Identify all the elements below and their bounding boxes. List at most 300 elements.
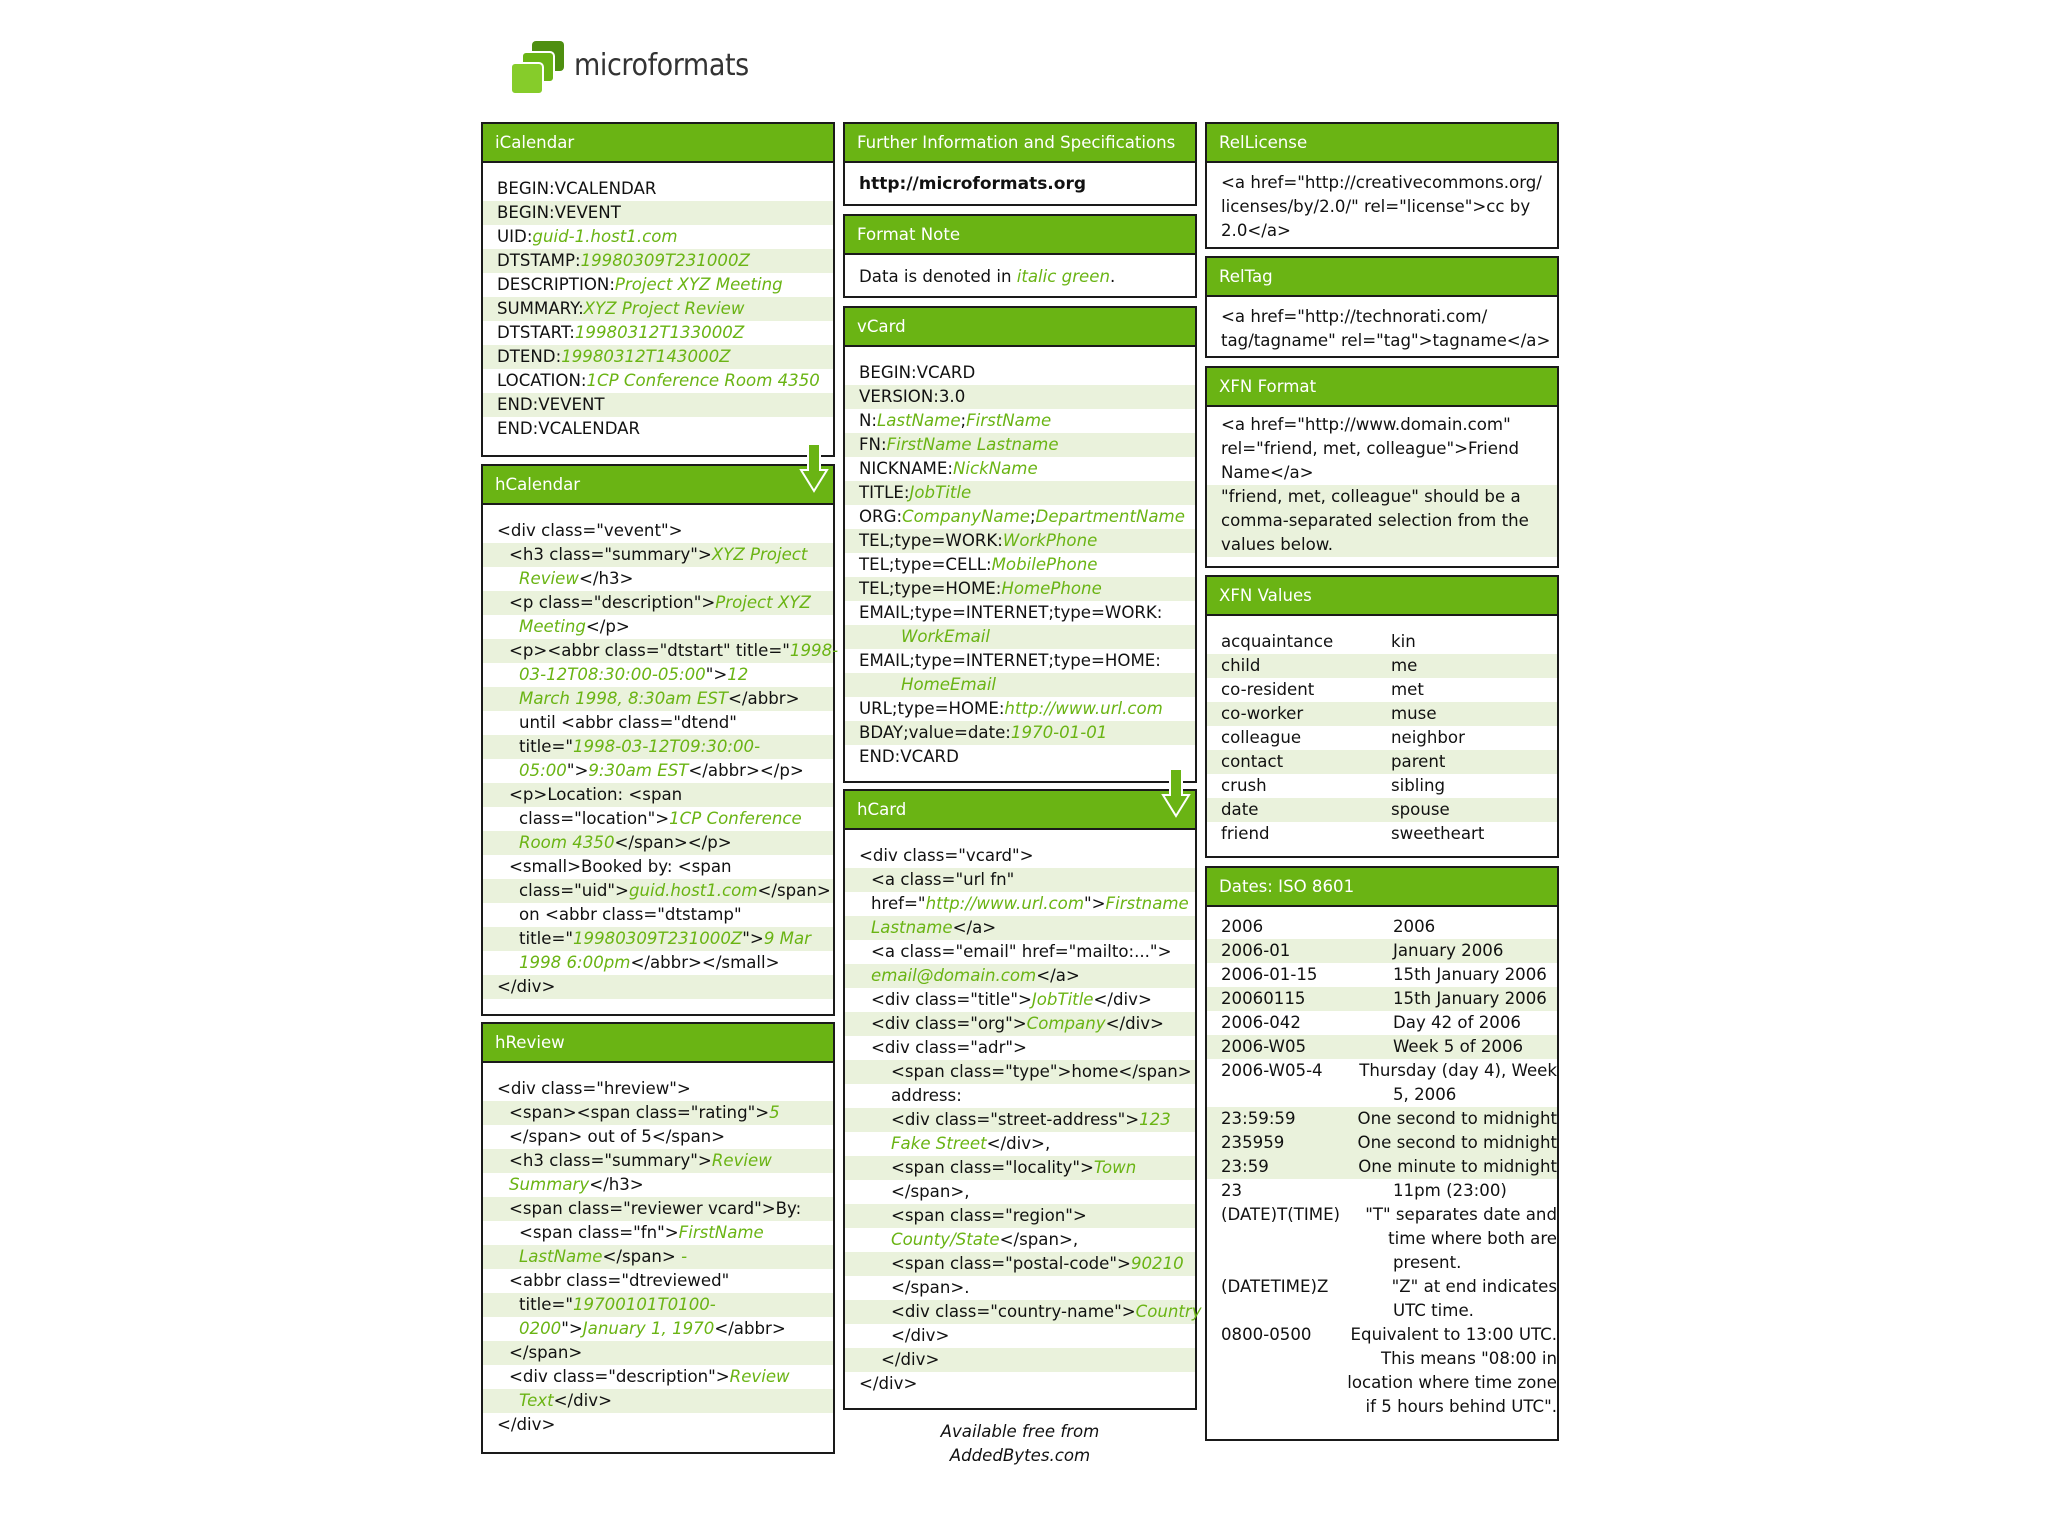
table-cell-value: me	[1391, 656, 1418, 675]
code-line	[483, 225, 833, 249]
code-line	[483, 1197, 833, 1221]
code-line	[483, 879, 833, 903]
code-text: </a>	[952, 918, 997, 937]
table-cell-value: 15th January 2006	[1393, 989, 1547, 1008]
table-cell-key: 23	[1221, 1181, 1243, 1200]
code-text: ORG:	[859, 507, 903, 526]
table-cell-key: co-resident	[1221, 680, 1315, 699]
code-line	[845, 1276, 1195, 1300]
code-text: on <abbr class="dtstamp"	[519, 905, 742, 924]
code-text: <div class="hreview">	[497, 1079, 691, 1098]
code-text: N:	[859, 411, 878, 430]
table-cell-key	[1221, 1395, 1366, 1419]
code-line	[483, 975, 833, 999]
table-cell-key: 2006-01	[1221, 941, 1291, 960]
table-row	[1207, 750, 1557, 774]
hcalendar-panel	[481, 464, 839, 1016]
code-text: </div>	[497, 1415, 556, 1434]
table-cell-value: This means "08:00 in	[1380, 1349, 1557, 1368]
code-text: <h3 class="summary">	[509, 545, 712, 564]
code-line	[1207, 461, 1557, 485]
code-line	[483, 543, 833, 567]
data-value: Town	[1093, 1158, 1137, 1177]
table-row	[1207, 1011, 1557, 1035]
code-text: <div class="country-name">	[891, 1302, 1136, 1321]
data-value: Review	[519, 569, 579, 588]
code-text: <h3 class="summary">	[509, 1151, 712, 1170]
code-line	[845, 1108, 1195, 1132]
code-line	[1207, 509, 1557, 533]
table-cell-key: (DATETIME)Z	[1221, 1277, 1329, 1296]
table-row	[1207, 1155, 1557, 1179]
code-line	[483, 927, 833, 951]
code-text: <div class="vevent">	[497, 521, 683, 540]
code-text: <p>Location: <span	[509, 785, 683, 804]
code-line	[845, 940, 1195, 964]
code-line	[845, 844, 1195, 868]
code-line	[845, 868, 1195, 892]
code-text: </span></p>	[614, 833, 732, 852]
table-cell-value: met	[1391, 680, 1424, 699]
table-cell-value: 15th January 2006	[1393, 965, 1547, 984]
data-value: Fake Street	[891, 1134, 987, 1153]
data-value: XYZ Project Review	[583, 299, 745, 318]
code-line	[483, 591, 833, 615]
code-text: address:	[891, 1086, 962, 1105]
code-line	[845, 625, 1195, 649]
code-text: <span class="locality">	[891, 1158, 1094, 1177]
code-line	[483, 1317, 833, 1341]
code-text: </div>	[881, 1350, 940, 1369]
code-line	[1207, 437, 1557, 461]
data-value: 9 Mar	[763, 929, 811, 948]
data-value: 19700101T0100-	[572, 1295, 716, 1314]
xfn-format-header: XFN Format	[1207, 368, 1557, 407]
table-row	[1207, 1083, 1557, 1107]
data-value: -	[681, 1247, 688, 1266]
data-value: italic green	[1016, 267, 1110, 286]
code-text: <div class="description">	[509, 1367, 730, 1386]
table-row	[1207, 654, 1557, 678]
data-value: NickName	[952, 459, 1038, 478]
code-line	[483, 519, 833, 543]
rellicense-lines	[1207, 163, 1557, 245]
code-text: ">	[561, 1319, 583, 1338]
table-cell-value: 11pm (23:00)	[1393, 1181, 1507, 1200]
table-cell-value: if 5 hours behind UTC".	[1365, 1397, 1557, 1416]
code-text: <span class="region">	[891, 1206, 1087, 1225]
rellicense-header: RelLicense	[1207, 124, 1557, 163]
code-line	[845, 1156, 1195, 1180]
code-text: <span><span class="rating">	[509, 1103, 770, 1122]
code-line	[483, 807, 833, 831]
code-text: </div>	[497, 977, 556, 996]
code-text: <span class="postal-code">	[891, 1254, 1131, 1273]
table-row	[1207, 726, 1557, 750]
data-value: email@domain.com	[871, 966, 1037, 985]
code-line	[845, 673, 1195, 697]
table-cell-value: UTC time.	[1393, 1301, 1474, 1320]
table-row	[1207, 1347, 1557, 1371]
table-cell-value: One second to midnight	[1357, 1133, 1557, 1152]
data-value: LastName	[519, 1247, 603, 1266]
data-value: Text	[519, 1391, 554, 1410]
code-line	[1207, 329, 1557, 353]
code-line	[483, 321, 833, 345]
data-value: Company	[1026, 1014, 1106, 1033]
vcard-lines	[845, 347, 1195, 771]
xfn-values-table	[1207, 616, 1557, 848]
code-line	[483, 567, 833, 591]
data-value: 19980312T143000Z	[561, 347, 731, 366]
code-line	[483, 663, 833, 687]
dates-table	[1207, 907, 1557, 1421]
code-text: values below.	[1221, 535, 1334, 554]
data-value: Review	[711, 1151, 772, 1170]
code-line	[483, 951, 833, 975]
table-cell-value: kin	[1391, 632, 1416, 651]
code-text: TEL;type=WORK:	[859, 531, 1003, 550]
xfn-format-lines	[1207, 407, 1557, 559]
dates-header: Dates: ISO 8601	[1207, 868, 1557, 907]
code-line	[483, 831, 833, 855]
table-cell-value: parent	[1391, 752, 1446, 771]
data-value: 5	[769, 1103, 780, 1122]
code-line	[845, 361, 1195, 385]
table-row	[1207, 963, 1557, 987]
code-text: </span>	[509, 1343, 583, 1362]
code-line	[483, 1341, 833, 1365]
code-line	[483, 297, 833, 321]
table-row	[1207, 1203, 1557, 1227]
down-arrow-icon	[799, 442, 829, 494]
table-cell-key: contact	[1221, 752, 1284, 771]
code-text: </div>	[891, 1326, 950, 1345]
code-text: <div class="title">	[871, 990, 1032, 1009]
hcard-panel	[843, 789, 1202, 1410]
code-text: <small>Booked by: <span	[509, 857, 732, 876]
code-text: </p>	[585, 617, 630, 636]
data-value: DepartmentName	[1035, 507, 1185, 526]
further-info-header: Further Information and Specifications	[845, 124, 1195, 163]
footer-line-1: Available free from	[940, 1422, 1100, 1441]
code-line	[845, 1180, 1195, 1204]
code-text: FN:	[859, 435, 887, 454]
code-line	[845, 265, 1195, 289]
code-line	[483, 393, 833, 417]
hcalendar-lines	[483, 505, 839, 1001]
table-row	[1207, 678, 1557, 702]
table-cell-value: Equivalent to 13:00 UTC.	[1350, 1325, 1557, 1344]
data-value: http://www.url.com	[925, 894, 1084, 913]
code-text: comma-separated selection from the	[1221, 511, 1529, 530]
code-line	[483, 1245, 833, 1269]
data-value: 1998 6:00pm	[519, 953, 631, 972]
code-line	[845, 505, 1195, 529]
code-text: EMAIL;type=INTERNET;type=HOME:	[859, 651, 1161, 670]
data-value: 1998-03-12T09:30:00-	[572, 737, 761, 756]
code-text: <div class="vcard">	[859, 846, 1034, 865]
table-row	[1207, 774, 1557, 798]
code-line	[845, 916, 1195, 940]
code-text: <span class="type">home</span>	[891, 1062, 1192, 1081]
code-text: </abbr></p>	[688, 761, 804, 780]
code-text: title="	[519, 1295, 573, 1314]
code-text: </div>	[859, 1374, 918, 1393]
code-line	[845, 964, 1195, 988]
table-cell-value: "T" separates date and	[1365, 1205, 1557, 1224]
code-line	[483, 903, 833, 927]
code-line	[845, 1300, 1202, 1324]
table-cell-key	[1221, 1251, 1393, 1275]
code-text: <p><abbr class="dtstart" title="	[509, 641, 790, 660]
data-value: 123	[1139, 1110, 1171, 1129]
table-cell-key: 2006-W05-4	[1221, 1061, 1323, 1080]
footer-line-2: AddedBytes.com	[949, 1446, 1091, 1465]
code-line	[845, 697, 1195, 721]
reltag-lines	[1207, 297, 1557, 355]
code-line	[845, 457, 1195, 481]
rellicense-panel	[1205, 122, 1559, 249]
microformats-logo-icon	[508, 38, 568, 98]
code-line	[845, 385, 1195, 409]
code-text: </h3>	[589, 1175, 644, 1194]
code-text: <a href="http://www.domain.com"	[1221, 415, 1511, 434]
table-cell-key: 2006-042	[1221, 1013, 1301, 1032]
further-info-panel	[843, 122, 1197, 206]
code-line	[483, 1221, 833, 1245]
data-value: FirstName	[678, 1223, 764, 1242]
down-arrow-icon	[1161, 767, 1191, 819]
code-line	[483, 249, 833, 273]
table-cell-value: present.	[1393, 1253, 1462, 1272]
code-text: </abbr>	[714, 1319, 786, 1338]
code-text: </h3>	[578, 569, 634, 588]
code-line	[1207, 171, 1557, 195]
table-cell-key: date	[1221, 800, 1259, 819]
code-line	[1207, 533, 1557, 557]
data-value: JobTitle	[909, 483, 972, 502]
data-value: March 1998, 8:30am EST	[519, 689, 729, 708]
data-value: guid-1.host1.com	[532, 227, 678, 246]
table-row	[1207, 1035, 1557, 1059]
table-row	[1207, 1107, 1557, 1131]
code-text: </span> out of 5</span>	[509, 1127, 726, 1146]
code-line	[1207, 219, 1557, 243]
code-line	[483, 759, 833, 783]
data-value: FirstName	[966, 411, 1052, 430]
code-text: </div>	[553, 1391, 612, 1410]
code-text: 2.0</a>	[1221, 221, 1291, 240]
code-text: <div class="org">	[871, 1014, 1027, 1033]
data-value: County/State	[891, 1230, 1000, 1249]
hreview-lines	[483, 1063, 833, 1439]
code-text: </span>	[757, 881, 831, 900]
code-text: </div>,	[986, 1134, 1051, 1153]
data-value: 03-12T08:30:00-05:00	[519, 665, 706, 684]
table-cell-key: 235959	[1221, 1133, 1285, 1152]
data-value: 0200	[519, 1319, 562, 1338]
code-text: DESCRIPTION:	[497, 275, 615, 294]
code-text: URL;type=HOME:	[859, 699, 1005, 718]
code-text: BDAY;value=date:	[859, 723, 1011, 742]
code-line	[845, 553, 1195, 577]
icalendar-lines	[483, 163, 833, 443]
code-text: class="uid">	[519, 881, 629, 900]
code-text: ;	[1029, 507, 1036, 526]
code-line	[845, 1084, 1195, 1108]
microformats-url[interactable]: http://microformats.org	[859, 174, 1087, 194]
table-row	[1207, 939, 1557, 963]
format-note-header: Format Note	[845, 216, 1195, 255]
code-line	[845, 1228, 1195, 1252]
table-cell-value: Day 42 of 2006	[1393, 1013, 1521, 1032]
code-text: EMAIL;type=INTERNET;type=WORK:	[859, 603, 1163, 622]
code-text: SUMMARY:	[497, 299, 584, 318]
code-text: "friend, met, colleague" should be a	[1221, 487, 1521, 506]
table-cell-value: spouse	[1391, 800, 1450, 819]
table-cell-key	[1221, 1347, 1381, 1371]
data-value: guid.host1.com	[628, 881, 758, 900]
code-text: <a class="email" href="mailto:...">	[871, 942, 1172, 961]
table-cell-value: 5, 2006	[1393, 1085, 1457, 1104]
table-row	[1207, 1251, 1557, 1275]
data-value: Country	[1135, 1302, 1202, 1321]
data-value: 1998-	[789, 641, 839, 660]
table-row	[1207, 1395, 1557, 1419]
table-row	[1207, 798, 1557, 822]
code-line	[845, 481, 1195, 505]
icalendar-panel	[481, 122, 835, 457]
table-cell-value: location where time zone	[1347, 1373, 1557, 1392]
code-text: BEGIN:VCALENDAR	[497, 179, 657, 198]
code-line	[845, 1372, 1195, 1396]
code-text: ">	[566, 761, 589, 780]
data-value: MobilePhone	[991, 555, 1098, 574]
table-cell-value: "Z" at end indicates	[1391, 1277, 1557, 1296]
code-line	[845, 1204, 1195, 1228]
code-line	[483, 369, 833, 393]
code-text: <span class="fn">	[519, 1223, 679, 1242]
table-row	[1207, 987, 1557, 1011]
hreview-panel	[481, 1022, 835, 1454]
code-text: </span>,	[999, 1230, 1079, 1249]
code-text: <div class="street-address">	[891, 1110, 1140, 1129]
data-value: Project XYZ	[715, 593, 811, 612]
table-row	[1207, 630, 1557, 654]
code-line	[483, 735, 833, 759]
code-line	[483, 711, 833, 735]
code-text: </div>	[1093, 990, 1152, 1009]
code-text: </div>	[1105, 1014, 1164, 1033]
hcalendar-header-bar	[483, 466, 833, 505]
table-row	[1207, 1371, 1557, 1395]
code-text: ">	[705, 665, 728, 684]
code-text: Name</a>	[1221, 463, 1314, 482]
code-line	[483, 177, 833, 201]
code-line	[845, 409, 1195, 433]
code-text: <a href="http://creativecommons.org/	[1221, 173, 1542, 192]
data-value: 12	[727, 665, 749, 684]
code-line	[845, 745, 1195, 769]
data-value: LastName	[877, 411, 961, 430]
code-line	[483, 1101, 833, 1125]
code-line	[845, 988, 1195, 1012]
xfn-format-panel	[1205, 366, 1559, 568]
code-line	[483, 1365, 833, 1389]
code-text: UID:	[497, 227, 533, 246]
code-text: Data is denoted in	[859, 267, 1017, 286]
data-value: 19980309T231000Z	[572, 929, 743, 948]
table-cell-key: acquaintance	[1221, 632, 1334, 651]
code-line	[483, 1173, 833, 1197]
hcard-lines	[845, 830, 1202, 1398]
reltag-header: RelTag	[1207, 258, 1557, 297]
data-value: FirstName Lastname	[886, 435, 1059, 454]
code-line	[483, 855, 833, 879]
table-cell-key: 0800-0500	[1221, 1325, 1312, 1344]
code-line	[483, 345, 833, 369]
data-value: 90210	[1130, 1254, 1184, 1273]
table-cell-value: One second to midnight	[1357, 1109, 1557, 1128]
table-row	[1207, 822, 1557, 846]
table-cell-value: Thursday (day 4), Week	[1359, 1061, 1557, 1080]
code-text: .	[1109, 267, 1116, 286]
code-line	[845, 1036, 1195, 1060]
data-value: 1CP Conference Room 4350	[586, 371, 820, 390]
code-text: </abbr></small>	[630, 953, 780, 972]
table-cell-key: colleague	[1221, 728, 1302, 747]
table-cell-value: One minute to midnight	[1358, 1157, 1557, 1176]
data-value: JobTitle	[1031, 990, 1094, 1009]
reltag-panel	[1205, 256, 1559, 358]
code-line	[483, 1413, 833, 1437]
data-value: Project XYZ Meeting	[614, 275, 783, 294]
code-line	[483, 615, 833, 639]
table-cell-value: sweetheart	[1391, 824, 1485, 843]
code-text: TEL;type=CELL:	[859, 555, 992, 574]
vcard-header: vCard	[845, 308, 1195, 347]
code-text: </span>,	[891, 1182, 970, 1201]
table-cell-key: 2006	[1221, 917, 1264, 936]
code-line	[483, 1077, 833, 1101]
code-text: licenses/by/2.0/" rel="license">cc by	[1221, 197, 1531, 216]
code-line	[1207, 485, 1557, 509]
table-cell-value: January 2006	[1393, 941, 1504, 960]
data-value: 19980309T231000Z	[580, 251, 750, 270]
table-row	[1207, 1275, 1557, 1299]
code-text: VERSION:3.0	[859, 387, 966, 406]
table-row	[1207, 1299, 1557, 1323]
code-text: BEGIN:VEVENT	[497, 203, 621, 222]
data-value: Summary	[509, 1175, 590, 1194]
code-text: END:VCALENDAR	[497, 419, 641, 438]
hcard-header-bar	[845, 791, 1195, 830]
code-text: <abbr class="dtreviewed"	[509, 1271, 730, 1290]
data-value: HomePhone	[1001, 579, 1102, 598]
code-text: BEGIN:VCARD	[859, 363, 976, 382]
table-row	[1207, 915, 1557, 939]
code-line	[845, 601, 1195, 625]
code-text: class="location">	[519, 809, 670, 828]
table-row	[1207, 1131, 1557, 1155]
code-line	[483, 1293, 833, 1317]
code-text: <div class="adr">	[871, 1038, 1027, 1057]
data-value: 9:30am EST	[588, 761, 689, 780]
code-line	[483, 273, 833, 297]
footer-credit	[846, 1420, 1194, 1468]
table-cell-value: Week 5 of 2006	[1393, 1037, 1524, 1056]
